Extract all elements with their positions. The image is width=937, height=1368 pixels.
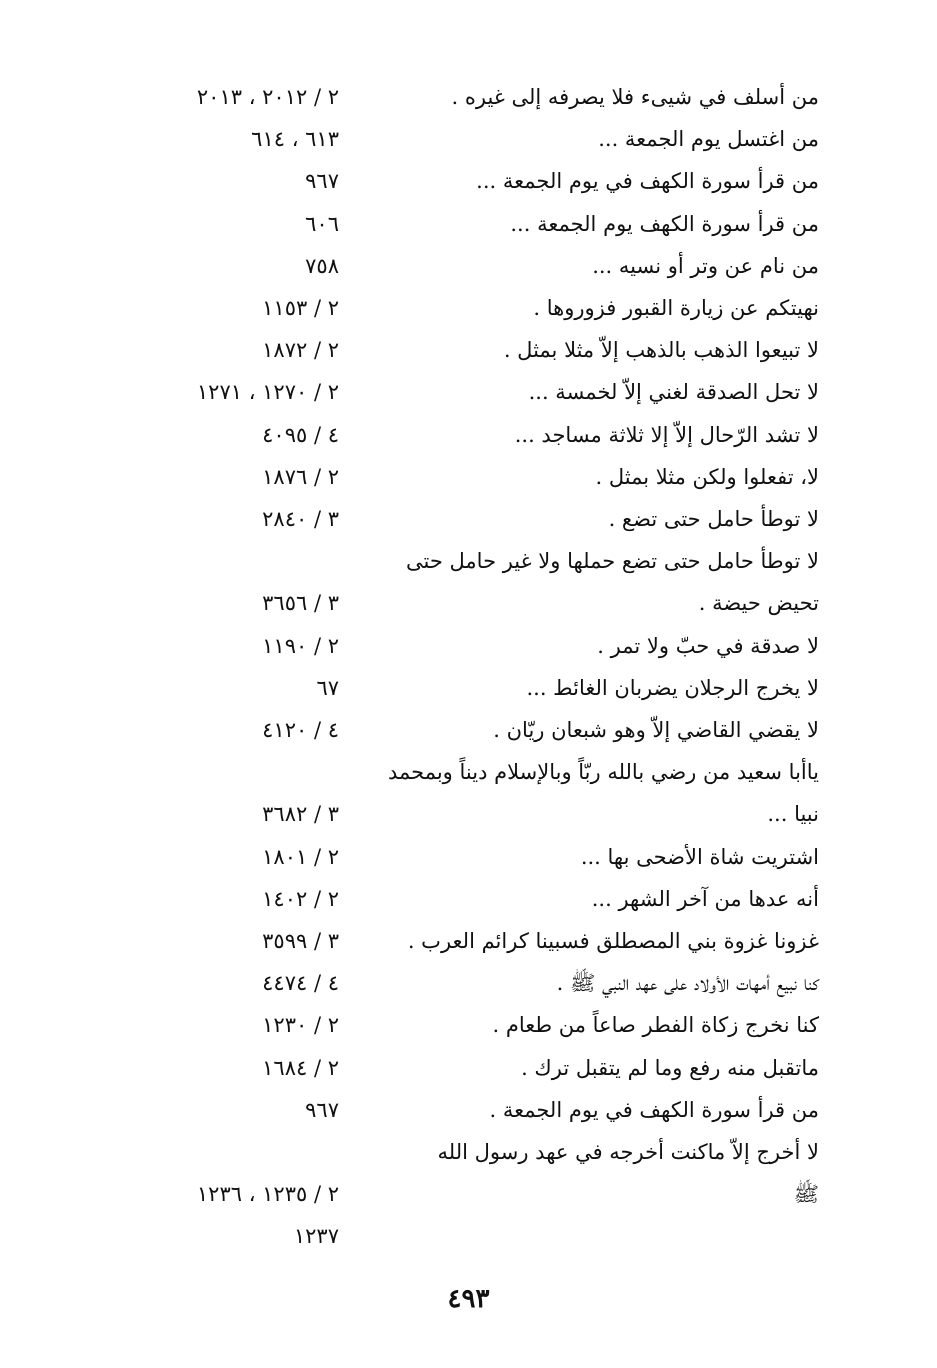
hadith-reference: ٦٧ xyxy=(316,675,339,700)
hadith-reference: ١٢٣٧ xyxy=(293,1224,339,1249)
hadith-reference: ٣ / ٣٦٥٦ xyxy=(262,591,339,616)
index-entry xyxy=(0,456,937,498)
index-entry xyxy=(0,878,937,920)
hadith-text: تحيض حيضة . xyxy=(698,591,819,616)
hadith-reference: ٤ / ٤٤٧٤ xyxy=(262,971,339,996)
page-number: ٤٩٣ xyxy=(447,1284,490,1314)
hadith-text: من أسلف في شيىء فلا يصرفه إلى غيره . xyxy=(451,85,819,109)
hadith-text: لا تحل الصدقة لغني إلاّ لخمسة ... xyxy=(528,380,819,405)
hadith-reference: ٢ / ١١٥٣ xyxy=(262,296,339,320)
hadith-reference: ٣ / ٣٦٨٢ xyxy=(262,802,339,827)
hadith-reference: ٢ / ١٢٣٥ ، ١٢٣٦ xyxy=(196,1182,339,1207)
hadith-text: لا توطأ حامل حتى تضع حملها ولا غير حامل حتى xyxy=(406,549,819,574)
hadith-text: ياأبا سعيد من رضي بالله ربّاً وبالإسلام ديناً وبمحمد xyxy=(387,760,819,785)
index-entry xyxy=(0,414,937,456)
index-entry xyxy=(0,287,937,329)
hadith-reference: ٩٦٧ xyxy=(305,1097,339,1122)
index-entry xyxy=(0,1131,937,1173)
hadith-text: كنا نخرج زكاة الفطر صاعاً من طعام . xyxy=(492,1013,819,1038)
index-entry xyxy=(0,76,937,118)
hadith-reference: ٦١٣ ، ٦١٤ xyxy=(251,127,339,152)
hadith-text: من اغتسل يوم الجمعة ... xyxy=(598,127,819,152)
hadith-text: نبيا ... xyxy=(767,802,819,827)
index-entry xyxy=(0,751,937,793)
index-entry xyxy=(0,1215,937,1257)
hadith-reference: ٣ / ٣٥٩٩ xyxy=(262,929,339,953)
index-entry xyxy=(0,371,937,413)
hadith-text: ﷺ xyxy=(793,1182,819,1207)
hadith-reference: ٢ / ١١٩٠ xyxy=(262,633,339,658)
hadith-text: من قرأ سورة الكهف في يوم الجمعة ... xyxy=(476,169,819,194)
index-entry xyxy=(0,709,937,751)
hadith-text: من نام عن وتر أو نسيه ... xyxy=(592,253,819,278)
hadith-reference: ٦٠٦ xyxy=(305,211,339,236)
hadith-text: لا يقضي القاضي إلاّ وهو شبعان ريّان . xyxy=(493,718,819,742)
hadith-reference: ٢ / ١٨٧٢ xyxy=(262,338,339,363)
index-entry xyxy=(0,203,937,245)
hadith-text: نهيتكم عن زيارة القبور فزوروها . xyxy=(533,296,819,320)
hadith-text: لا توطأ حامل حتى تضع . xyxy=(608,507,819,531)
index-entry xyxy=(0,245,937,287)
hadith-reference: ٢ / ١٦٨٤ xyxy=(262,1055,339,1080)
hadith-text: من قرأ سورة الكهف يوم الجمعة ... xyxy=(510,211,819,236)
hadith-reference: ٩٦٧ xyxy=(305,169,339,194)
index-entry xyxy=(0,540,937,582)
index-entry xyxy=(0,920,937,962)
index-entry xyxy=(0,160,937,202)
hadith-text: من قرأ سورة الكهف في يوم الجمعة . xyxy=(489,1097,819,1122)
hadith-text: لا تبيعوا الذهب بالذهب إلاّ مثلا بمثل . xyxy=(503,338,819,363)
hadith-text: لا تشد الرّحال إلاّ إلا ثلاثة مساجد ... xyxy=(514,422,819,447)
hadith-reference: ٢ / ١٤٠٢ xyxy=(262,886,339,911)
index-entry xyxy=(0,582,937,624)
hadith-reference: ٢ / ٢٠١٢ ، ٢٠١٣ xyxy=(196,85,339,109)
hadith-text: لا أخرج إلاّ ماكنت أخرجه في عهد رسول الله xyxy=(437,1140,819,1164)
hadith-reference: ٢ / ١٢٧٠ ، ١٢٧١ xyxy=(196,380,339,405)
hadith-text: أنه عدها من آخر الشهر ... xyxy=(591,886,819,911)
index-entry xyxy=(0,498,937,540)
hadith-text: لا صدقة في حبّ ولا تمر . xyxy=(597,633,819,658)
index-entry xyxy=(0,118,937,160)
index-entry xyxy=(0,667,937,709)
index-entry xyxy=(0,793,937,835)
index-entry xyxy=(0,1089,937,1131)
hadith-text: كنا نبيع أمهات الأولاد على عهد النبي ﷺ . xyxy=(556,971,819,996)
hadith-text: لا، تفعلوا ولكن مثلا بمثل . xyxy=(595,464,819,489)
hadith-reference: ٣ / ٢٨٤٠ xyxy=(262,507,339,531)
hadith-reference: ٢ / ١٨٠١ xyxy=(262,844,339,869)
hadith-reference: ٢ / ١٢٣٠ xyxy=(262,1013,339,1038)
index-entry xyxy=(0,836,937,878)
hadith-reference: ٢ / ١٨٧٦ xyxy=(262,464,339,489)
hadith-reference: ٤ / ٤١٢٠ xyxy=(262,718,339,742)
hadith-reference: ٤ / ٤٠٩٥ xyxy=(262,422,339,447)
hadith-text: غزونا غزوة بني المصطلق فسبينا كرائم العرب . xyxy=(407,929,819,953)
index-entry xyxy=(0,1004,937,1046)
index-entry xyxy=(0,1173,937,1215)
hadith-text: لا يخرج الرجلان يضربان الغائط ... xyxy=(526,675,819,700)
hadith-reference: ٧٥٨ xyxy=(305,253,339,278)
hadith-text: اشتريت شاة الأضحى بها ... xyxy=(580,844,819,869)
index-entry xyxy=(0,329,937,371)
index-entry xyxy=(0,1047,937,1089)
hadith-text: ماتقبل منه رفع وما لم يتقبل ترك . xyxy=(521,1055,819,1080)
index-entry xyxy=(0,625,937,667)
index-entry xyxy=(0,962,937,1004)
